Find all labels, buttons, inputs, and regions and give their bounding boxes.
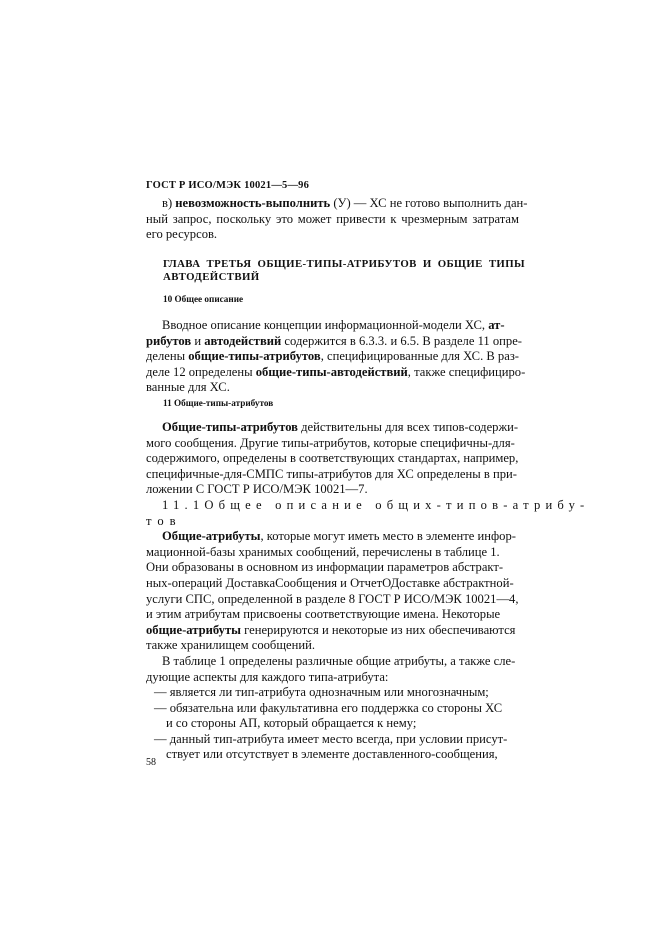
text-line bbox=[146, 333, 522, 350]
text-run: , которые могут иметь место в элементе инфор- bbox=[260, 529, 516, 544]
text-line: дующие аспекты для каждого типа-атрибута: bbox=[146, 669, 389, 684]
section-11-body bbox=[146, 420, 590, 763]
text-line: ложении С ГОСТ Р ИСО/МЭК 10021—7. bbox=[146, 482, 368, 497]
text-line: ных-операций ДоставкаСообщения и ОтчетОДоставке абстрактной- bbox=[146, 575, 514, 590]
subsection-11-1-heading-cont: тов bbox=[146, 513, 182, 528]
text-run: генерируются и некоторые из них обеспечиваются bbox=[240, 622, 516, 637]
text-line: В таблице 1 определены различные общие атрибуты, а также сле- bbox=[162, 653, 516, 668]
subsection-11-1-heading: 11.1Общее описание общих-типов-атрибу- bbox=[162, 497, 590, 512]
list-item-cont: и со стороны АП, который обращается к нему; bbox=[166, 716, 417, 731]
text-line: также хранилищем сообщений. bbox=[146, 638, 315, 653]
section-11-heading: 11 Общие-типы-атрибутов bbox=[163, 398, 274, 408]
text-line: Они образованы в основном из информации параметров абстракт- bbox=[146, 560, 504, 575]
text-line: ванные для ХС. bbox=[146, 380, 230, 395]
text-run: (У) — ХС не готово выполнить дан- bbox=[330, 196, 528, 210]
list-item-b-line-1 bbox=[146, 196, 528, 212]
list-item: — обязательна или факультативна его поддержка со стороны ХС bbox=[154, 700, 503, 715]
term-bold: ат- bbox=[485, 318, 505, 332]
page-number: 58 bbox=[146, 757, 156, 768]
text-line: мого сообщения. Другие типы-атрибутов, которые специфичны-для- bbox=[146, 435, 515, 450]
section-10-paragraph bbox=[146, 318, 526, 396]
text-run: делены bbox=[146, 349, 189, 364]
text-line bbox=[146, 349, 519, 365]
term-bold: общие-типы-автодействий bbox=[255, 364, 408, 379]
text-line bbox=[146, 364, 526, 381]
term-bold: Общие-типы-атрибутов bbox=[162, 420, 298, 434]
text-run: деле 12 определены bbox=[146, 364, 256, 379]
section-10-heading: 10 Общее описание bbox=[163, 294, 244, 304]
text-run: , также специфициро- bbox=[407, 364, 526, 379]
text-run: действительны для всех типов-содержи- bbox=[297, 420, 519, 434]
text-line: специфичные-для-СМПС типы-атрибутов для ХС определены в при- bbox=[146, 466, 517, 481]
term-bold: автодействий bbox=[204, 333, 282, 348]
text-line bbox=[146, 623, 519, 639]
list-item: — данный тип-атрибута имеет место всегда, при условии присут- bbox=[154, 731, 508, 746]
list-item-b bbox=[146, 196, 528, 243]
text-run: содержится в 6.3.3. и 6.5. В разделе 11 опре- bbox=[281, 333, 522, 348]
text-line: его ресурсов. bbox=[146, 227, 218, 242]
text-run: Вводное описание концепции информационной-модели ХС, bbox=[162, 318, 486, 332]
term-bold: общие-типы-атрибутов bbox=[188, 349, 321, 364]
list-item: — является ли тип-атрибута однозначным или многозначным; bbox=[154, 685, 489, 700]
list-item-cont: ствует или отсутствует в элементе доставленного-сообщения, bbox=[166, 747, 498, 762]
text-line: содержимого, определены в соответствующих стандартах, например, bbox=[146, 451, 519, 466]
list-item-prefix: в) bbox=[162, 196, 173, 210]
text-line: мационной-базы хранимых сообщений, перечислены в таблице 1. bbox=[146, 544, 500, 559]
text-run: , специфицированные для ХС. В раз- bbox=[320, 349, 519, 364]
text-line bbox=[146, 420, 519, 436]
term-bold: Общие-атрибуты bbox=[162, 529, 261, 544]
chapter-heading-line-2: АВТОДЕЙСТВИЙ bbox=[163, 271, 260, 283]
text-line: ный запрос, поскольку это может привести к чрезмерным затратам bbox=[146, 211, 519, 226]
text-line bbox=[146, 529, 519, 545]
term-bold: рибутов bbox=[146, 333, 192, 348]
term-bold: невозможность-выполнить bbox=[175, 196, 331, 210]
text-line: и этим атрибутам присвоены соответствующие имена. Некоторые bbox=[146, 607, 501, 622]
text-line bbox=[146, 318, 519, 334]
text-line: услуги СПС, определенной в разделе 8 ГОСТ Р ИСО/МЭК 10021—4, bbox=[146, 591, 519, 606]
chapter-heading-line-1: ГЛАВА ТРЕТЬЯ ОБЩИЕ-ТИПЫ-АТРИБУТОВ И ОБЩИЕ ТИПЫ bbox=[163, 258, 526, 270]
document-header: ГОСТ Р ИСО/МЭК 10021—5—96 bbox=[146, 180, 310, 191]
term-bold: общие-атрибуты bbox=[146, 622, 241, 637]
text-run: и bbox=[191, 333, 205, 348]
chapter-heading bbox=[163, 258, 526, 284]
